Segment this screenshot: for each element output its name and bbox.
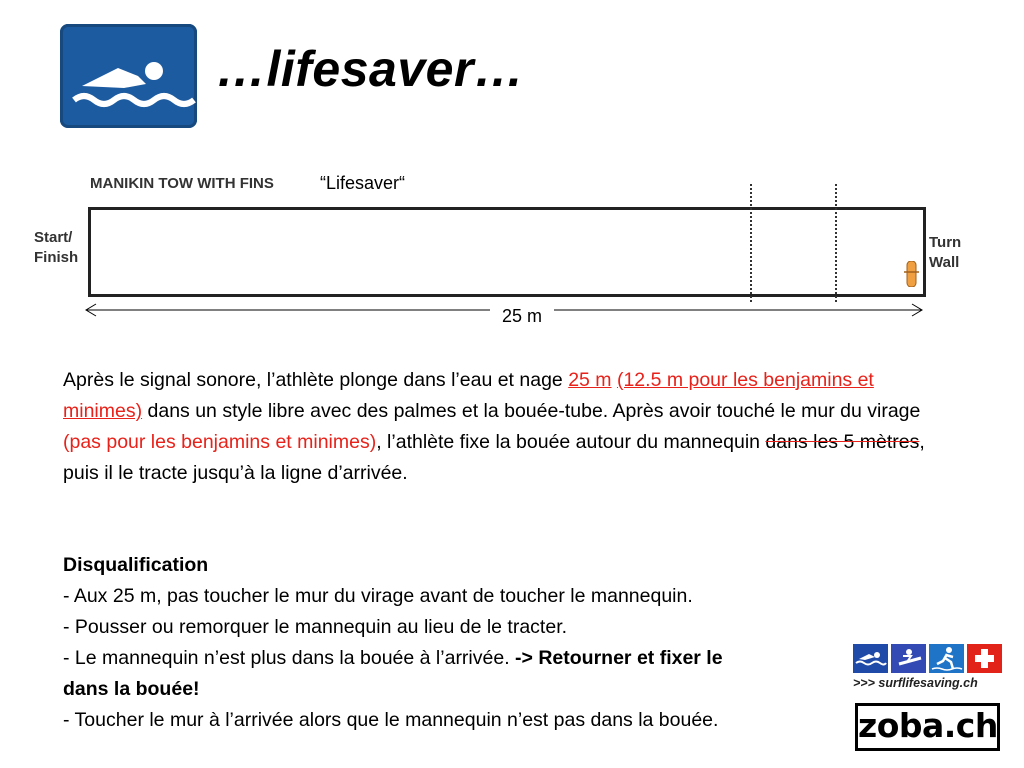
swimmer-logo: [60, 24, 197, 128]
start-finish-label: [34, 228, 78, 268]
desc-text-3: , l’athlète fixe la bouée autour du mannequin: [376, 431, 766, 453]
pool-swim-icon: [853, 644, 888, 673]
runner-icon: [929, 644, 964, 673]
swimmer-icon: [60, 24, 197, 128]
desc-distance: 25 m: [568, 369, 612, 391]
pool-diagram: [0, 160, 1024, 335]
marker-line-1: [750, 184, 752, 302]
event-name: “Lifesaver“: [320, 173, 406, 193]
disq-item: - Pousser ou remorquer le mannequin au lieu de le tracter.: [63, 616, 568, 638]
manikin-icon: [904, 261, 919, 287]
desc-text-2: dans un style libre avec des palmes et la bouée-tube. Après avoir touché le mur du virage: [142, 400, 921, 422]
turn-wall-label: [929, 233, 961, 273]
disq-item-text: - Le mannequin n’est plus dans la bouée à l’arrivée.: [63, 647, 516, 669]
page-title: …lifesaver…: [216, 41, 525, 97]
disq-item-action-cont: dans la bouée!: [63, 678, 200, 700]
event-heading: MANIKIN TOW WITH FINS: [90, 175, 274, 192]
disqualification-section: [63, 550, 863, 736]
distance-label: 25 m: [490, 306, 554, 327]
disqualification-heading: Disqualification: [63, 554, 209, 576]
disq-item-action: -> Retourner et fixer le: [515, 647, 723, 669]
zoba-logo: zoba.ch: [855, 703, 1000, 751]
website-link[interactable]: >>> surflifesaving.ch: [853, 676, 978, 690]
event-description: [63, 365, 943, 489]
desc-youth-distance: (12.5 m pour les benjamins et minimes): [63, 369, 874, 422]
surf-ski-icon: [891, 644, 926, 673]
marker-line-2: [835, 184, 837, 302]
desc-struck-text: dans les 5 mètres: [765, 431, 920, 453]
desc-text-4: , puis il le tracte jusqu’à la ligne d’arrivée.: [63, 431, 925, 484]
desc-text-1: Après le signal sonore, l’athlète plonge dans l’eau et nage: [63, 369, 569, 391]
turn-label-line1: Turn: [929, 234, 962, 251]
pool-lane: [88, 207, 926, 297]
start-label-line2: Finish: [34, 249, 79, 266]
swiss-cross-icon: [967, 644, 1002, 673]
disq-item: - Aux 25 m, pas toucher le mur du virage avant de toucher le mannequin.: [63, 585, 693, 607]
disq-item: [63, 643, 863, 674]
disq-item: - Toucher le mur à l’arrivée alors que le mannequin n’est pas dans la bouée.: [63, 709, 719, 731]
desc-youth-note: (pas pour les benjamins et minimes): [63, 431, 377, 453]
start-label-line1: Start/: [34, 229, 73, 246]
turn-label-line2: Wall: [929, 254, 960, 271]
